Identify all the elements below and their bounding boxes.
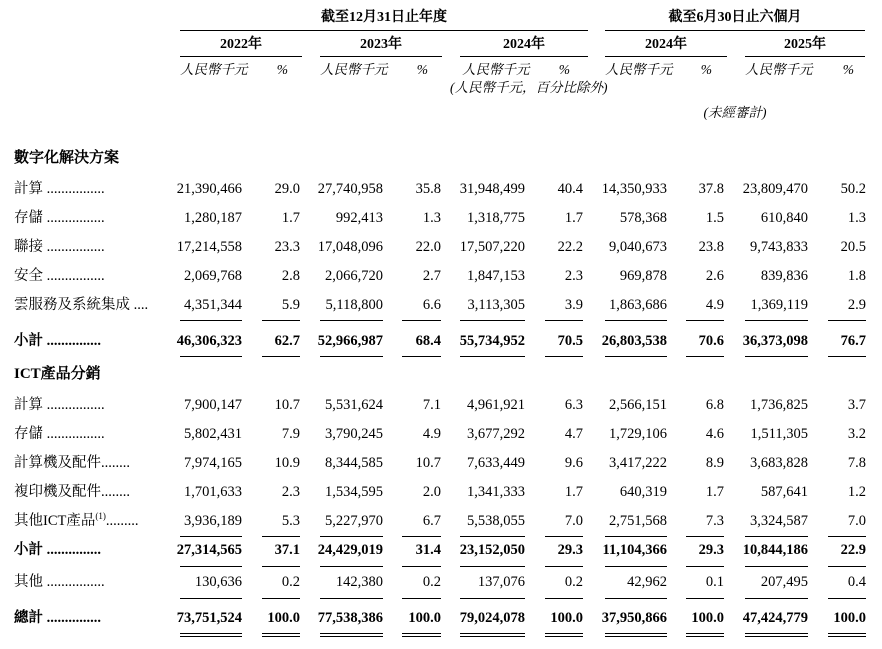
cell-2024h1-amount: 578,368 (619, 210, 667, 226)
cell-2025h1-amount: 9,743,833 (750, 239, 808, 255)
cell-2025h1-pct: 3.2 (847, 426, 866, 442)
cell-2025h1-amount: 3,324,587 (750, 513, 808, 529)
cell-2023-pct: 31.4 (415, 542, 441, 558)
unit-label: 人民幣千元 (745, 62, 813, 77)
subtotal-rule (605, 566, 667, 567)
cell-2024-pct: 40.4 (557, 181, 583, 197)
cell-2025h1-amount: 1,736,825 (750, 397, 808, 413)
total-rule (605, 633, 667, 634)
cell-2025h1-amount: 36,373,098 (742, 333, 808, 349)
footnote-marker: (1) (95, 511, 106, 522)
row-label: 計算機及配件........ (14, 455, 130, 471)
unit-label: 人民幣千元 (462, 62, 530, 77)
cell-2025h1-pct: 7.8 (847, 455, 866, 471)
cell-2024h1-amount: 42,962 (627, 574, 667, 590)
row-label: 其他ICT產品$^{(1)}$......... (14, 511, 139, 529)
cell-2024h1-amount: 2,751,568 (609, 513, 667, 529)
total-rule (828, 636, 866, 637)
cell-2025h1-pct: 0.4 (847, 574, 866, 590)
group-header-six-months: 截至6月30日止六個月 (605, 6, 865, 31)
row-label: 聯接 ................ (14, 239, 105, 255)
cell-2025h1-pct: 1.3 (847, 210, 866, 226)
cell-2022-amount: 17,214,558 (176, 239, 242, 255)
table-row (0, 262, 882, 291)
cell-2023-amount: 5,118,800 (325, 297, 383, 313)
total-rule (545, 633, 583, 634)
subtotal-rule (605, 356, 667, 357)
cell-2025h1-pct: 50.2 (840, 181, 866, 197)
cell-2024h1-pct: 70.6 (698, 333, 724, 349)
subtotal-rule (180, 356, 242, 357)
cell-2022-amount: 1,280,187 (184, 210, 242, 226)
cell-2022-pct: 1.7 (281, 210, 300, 226)
cell-2024-pct: 1.7 (564, 484, 583, 500)
subtotal-rule (460, 356, 525, 357)
year-header-2024: 2024年 (460, 34, 588, 57)
section-title-ict-distribution: ICT產品分銷 (14, 366, 101, 382)
row-label: 計算 ................ (14, 397, 105, 413)
cell-2023-pct: 2.0 (422, 484, 441, 500)
cell-2024h1-amount: 969,878 (619, 268, 667, 284)
subtotal-rule (180, 566, 242, 567)
cell-2025h1-amount: 10,844,186 (742, 542, 808, 558)
cell-2024h1-amount: 26,803,538 (601, 333, 667, 349)
total-rule (402, 633, 441, 634)
row-label: 存儲 ................ (14, 426, 105, 442)
subtotal-rule (402, 566, 441, 567)
cell-2022-pct: 0.2 (281, 574, 300, 590)
cell-2022-pct: 37.1 (274, 542, 300, 558)
row-label: 複印機及配件........ (14, 484, 130, 500)
cell-2022-amount: 7,974,165 (184, 455, 242, 471)
cell-2023-amount: 1,534,595 (325, 484, 383, 500)
cell-2023-amount: 52,966,987 (317, 333, 383, 349)
total-rule (545, 636, 583, 637)
row-label: 其他 ................ (14, 574, 105, 590)
row-label: 小計 ............... (14, 542, 101, 558)
subtotal-rule (320, 566, 383, 567)
total-rule (180, 633, 242, 634)
cell-2022-amount: 3,936,189 (184, 513, 242, 529)
cell-2025h1-amount: 1,369,119 (750, 297, 808, 313)
subtotal-rule (402, 356, 441, 357)
cell-2024h1-amount: 2,566,151 (609, 397, 667, 413)
cell-2023-pct: 22.0 (415, 239, 441, 255)
cell-2024-pct: 3.9 (564, 297, 583, 313)
cell-2025h1-pct: 2.9 (847, 297, 866, 313)
total-rule (180, 636, 242, 637)
subtotal-rule (545, 356, 583, 357)
total-rule (745, 633, 808, 634)
unit-note: (人民幣千元，百分比除外) (450, 80, 608, 95)
cell-2022-pct: 23.3 (274, 239, 300, 255)
cell-2024h1-pct: 8.9 (705, 455, 724, 471)
total-rule (460, 636, 525, 637)
cell-2024h1-amount: 3,417,222 (609, 455, 667, 471)
cell-2024-pct: 7.0 (564, 513, 583, 529)
cell-2024h1-pct: 100.0 (691, 610, 724, 626)
total-rule (828, 598, 866, 599)
year-header-2024-h1: 2024年 (605, 34, 727, 57)
cell-2022-amount: 2,069,768 (184, 268, 242, 284)
pct-label: % (416, 62, 428, 77)
cell-2023-pct: 100.0 (408, 610, 441, 626)
cell-2024h1-pct: 0.1 (705, 574, 724, 590)
cell-2025h1-pct: 7.0 (847, 513, 866, 529)
subtotal-rule (262, 320, 300, 321)
cell-2023-pct: 0.2 (422, 574, 441, 590)
cell-2025h1-pct: 1.2 (847, 484, 866, 500)
total-rule (828, 633, 866, 634)
subtotal-rule (828, 356, 866, 357)
cell-2022-pct: 5.9 (281, 297, 300, 313)
cell-2024-pct: 29.3 (557, 542, 583, 558)
table-row (0, 507, 882, 536)
table-row (0, 204, 882, 233)
pct-label: % (558, 62, 570, 77)
subtotal-row (0, 327, 882, 356)
unit-label: 人民幣千元 (605, 62, 673, 77)
cell-2023-amount: 5,227,970 (325, 513, 383, 529)
cell-2024-pct: 2.3 (564, 268, 583, 284)
table-row (0, 291, 882, 320)
cell-2022-pct: 7.9 (281, 426, 300, 442)
cell-2023-amount: 2,066,720 (325, 268, 383, 284)
total-rule (262, 636, 300, 637)
cell-2023-amount: 17,048,096 (317, 239, 383, 255)
row-label: 總計 ............... (14, 610, 101, 626)
cell-2025h1-amount: 1,511,305 (750, 426, 808, 442)
pct-label: % (700, 62, 712, 77)
subtotal-rule (320, 320, 383, 321)
total-rule (545, 598, 583, 599)
cell-2022-amount: 5,802,431 (184, 426, 242, 442)
subtotal-rule (686, 566, 724, 567)
total-rule (460, 633, 525, 634)
total-rule (686, 636, 724, 637)
subtotal-rule (745, 320, 808, 321)
cell-2024h1-pct: 23.8 (698, 239, 724, 255)
table-row (0, 449, 882, 478)
cell-2025h1-pct: 20.5 (840, 239, 866, 255)
row-label: 存儲 ................ (14, 210, 105, 226)
cell-2023-amount: 77,538,386 (317, 610, 383, 626)
subtotal-rule (686, 356, 724, 357)
cell-2025h1-amount: 23,809,470 (742, 181, 808, 197)
cell-2023-pct: 35.8 (415, 181, 441, 197)
subtotal-rule (460, 320, 525, 321)
cell-2023-amount: 24,429,019 (317, 542, 383, 558)
total-rule (262, 598, 300, 599)
cell-2025h1-amount: 587,641 (760, 484, 808, 500)
cell-2024-amount: 3,677,292 (467, 426, 525, 442)
pct-label: % (842, 62, 854, 77)
total-rule (180, 598, 242, 599)
subtotal-rule (320, 356, 383, 357)
table-row (0, 391, 882, 420)
cell-2025h1-pct: 22.9 (840, 542, 866, 558)
cell-2024h1-pct: 2.6 (705, 268, 724, 284)
cell-2024-amount: 5,538,055 (467, 513, 525, 529)
cell-2024-amount: 3,113,305 (467, 297, 525, 313)
subtotal-rule (262, 566, 300, 567)
total-rule (745, 598, 808, 599)
cell-2022-amount: 27,314,565 (176, 542, 242, 558)
subtotal-rule (686, 320, 724, 321)
cell-2024h1-pct: 1.5 (705, 210, 724, 226)
cell-2022-pct: 62.7 (274, 333, 300, 349)
unit-label: 人民幣千元 (320, 62, 388, 77)
subtotal-row (0, 536, 882, 565)
cell-2025h1-pct: 76.7 (840, 333, 866, 349)
cell-2024h1-pct: 4.9 (705, 297, 724, 313)
cell-2023-pct: 1.3 (422, 210, 441, 226)
row-label: 小計 ............... (14, 333, 101, 349)
cell-2024-pct: 0.2 (564, 574, 583, 590)
cell-2023-pct: 10.7 (415, 455, 441, 471)
cell-2024h1-pct: 6.8 (705, 397, 724, 413)
cell-2024-pct: 4.7 (564, 426, 583, 442)
cell-2024-pct: 70.5 (557, 333, 583, 349)
cell-2025h1-amount: 47,424,779 (742, 610, 808, 626)
cell-2024h1-pct: 1.7 (705, 484, 724, 500)
year-header-2025-h1: 2025年 (745, 34, 865, 57)
cell-2024-amount: 4,961,921 (467, 397, 525, 413)
cell-2025h1-amount: 839,836 (760, 268, 808, 284)
cell-2024h1-amount: 11,104,366 (602, 542, 667, 558)
cell-2023-pct: 6.7 (422, 513, 441, 529)
row-label: 安全 ................ (14, 268, 105, 284)
cell-2025h1-amount: 610,840 (760, 210, 808, 226)
cell-2024h1-amount: 14,350,933 (601, 181, 667, 197)
total-rule (605, 598, 667, 599)
cell-2024h1-pct: 4.6 (705, 426, 724, 442)
cell-2024-amount: 31,948,499 (459, 181, 525, 197)
cell-2023-amount: 142,380 (335, 574, 383, 590)
subtotal-rule (828, 566, 866, 567)
cell-2022-amount: 7,900,147 (184, 397, 242, 413)
cell-2023-amount: 992,413 (335, 210, 383, 226)
cell-2023-amount: 8,344,585 (325, 455, 383, 471)
cell-2022-pct: 10.7 (274, 397, 300, 413)
cell-2024-amount: 1,847,153 (467, 268, 525, 284)
subtotal-rule (180, 320, 242, 321)
table-row (0, 420, 882, 449)
total-rule (320, 598, 383, 599)
cell-2022-amount: 4,351,344 (184, 297, 242, 313)
cell-2024-pct: 22.2 (557, 239, 583, 255)
unit-label: 人民幣千元 (180, 62, 248, 77)
subtotal-rule (745, 566, 808, 567)
total-rule (686, 598, 724, 599)
cell-2022-amount: 21,390,466 (176, 181, 242, 197)
cell-2024-amount: 55,734,952 (459, 333, 525, 349)
cell-2025h1-pct: 3.7 (847, 397, 866, 413)
cell-2023-amount: 3,790,245 (325, 426, 383, 442)
table-row (0, 175, 882, 204)
subtotal-rule (828, 320, 866, 321)
unaudited-note: (未經審計) (703, 105, 767, 120)
cell-2024h1-amount: 37,950,866 (601, 610, 667, 626)
row-label: 計算 ................ (14, 181, 105, 197)
cell-2024-pct: 100.0 (550, 610, 583, 626)
cell-2024-pct: 6.3 (564, 397, 583, 413)
cell-2022-pct: 2.3 (281, 484, 300, 500)
total-rule (605, 636, 667, 637)
cell-2022-amount: 130,636 (194, 574, 242, 590)
total-rule (402, 636, 441, 637)
cell-2022-pct: 100.0 (267, 610, 300, 626)
total-row (0, 604, 882, 633)
cell-2022-pct: 2.8 (281, 268, 300, 284)
cell-2022-pct: 5.3 (281, 513, 300, 529)
cell-2023-pct: 4.9 (422, 426, 441, 442)
subtotal-rule (262, 356, 300, 357)
cell-2024h1-amount: 1,729,106 (609, 426, 667, 442)
section-title-digital-solutions: 數字化解決方案 (14, 150, 120, 166)
cell-2025h1-pct: 1.8 (847, 268, 866, 284)
pct-label: % (276, 62, 288, 77)
cell-2024-amount: 1,318,775 (467, 210, 525, 226)
total-rule (686, 633, 724, 634)
total-rule (262, 633, 300, 634)
subtotal-rule (545, 566, 583, 567)
cell-2025h1-pct: 100.0 (833, 610, 866, 626)
cell-2024h1-pct: 37.8 (698, 181, 724, 197)
cell-2024h1-amount: 1,863,686 (609, 297, 667, 313)
subtotal-rule (545, 320, 583, 321)
cell-2024-pct: 1.7 (564, 210, 583, 226)
cell-2023-amount: 27,740,958 (317, 181, 383, 197)
year-header-2022: 2022年 (180, 34, 302, 57)
table-row (0, 478, 882, 507)
total-rule (745, 636, 808, 637)
cell-2024-amount: 7,633,449 (467, 455, 525, 471)
cell-2022-amount: 46,306,323 (176, 333, 242, 349)
subtotal-rule (605, 320, 667, 321)
cell-2022-amount: 1,701,633 (184, 484, 242, 500)
other-row (0, 568, 882, 597)
cell-2025h1-amount: 3,683,828 (750, 455, 808, 471)
cell-2024-amount: 17,507,220 (459, 239, 525, 255)
cell-2022-pct: 10.9 (274, 455, 300, 471)
table-row (0, 233, 882, 262)
total-rule (320, 633, 383, 634)
cell-2022-amount: 73,751,524 (176, 610, 242, 626)
cell-2024h1-pct: 7.3 (705, 513, 724, 529)
cell-2024h1-amount: 9,040,673 (609, 239, 667, 255)
cell-2023-pct: 68.4 (415, 333, 441, 349)
cell-2023-amount: 5,531,624 (325, 397, 383, 413)
cell-2024-amount: 137,076 (477, 574, 525, 590)
subtotal-rule (460, 566, 525, 567)
cell-2024-amount: 23,152,050 (459, 542, 525, 558)
cell-2023-pct: 2.7 (422, 268, 441, 284)
cell-2024h1-pct: 29.3 (698, 542, 724, 558)
subtotal-rule (745, 356, 808, 357)
year-header-2023: 2023年 (320, 34, 442, 57)
cell-2024-pct: 9.6 (564, 455, 583, 471)
cell-2024-amount: 1,341,333 (467, 484, 525, 500)
cell-2024-amount: 79,024,078 (459, 610, 525, 626)
cell-2024h1-amount: 640,319 (619, 484, 667, 500)
cell-2025h1-amount: 207,495 (760, 574, 808, 590)
total-rule (460, 598, 525, 599)
cell-2023-pct: 6.6 (422, 297, 441, 313)
subtotal-rule (402, 320, 441, 321)
group-header-full-year: 截至12月31日止年度 (180, 6, 588, 31)
row-label: 雲服務及系統集成 .... (14, 297, 149, 313)
cell-2023-pct: 7.1 (422, 397, 441, 413)
cell-2022-pct: 29.0 (274, 181, 300, 197)
total-rule (320, 636, 383, 637)
total-rule (402, 598, 441, 599)
